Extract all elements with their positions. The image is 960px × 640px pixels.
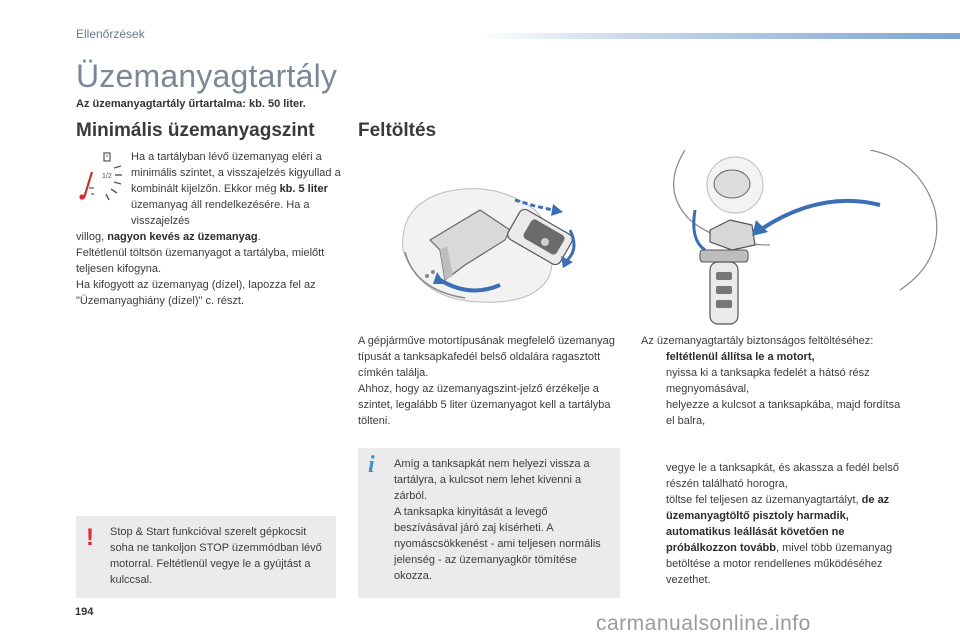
list-item: vegye le a tanksapkát, és akassza a fedél belső részén található horogra, [666,462,899,490]
fuel-flap-key-illustration [385,180,597,308]
minimum-level-text-1: Ha a tartályban lévő üzemanyag eléri a minimális szintet, a visszajelzés kigyullad a kombinált kijelzőn. Ekkor még kb. 5 liter üzemanyag áll rendelkezésére. Ha a visszajelzés [131,151,341,227]
list-item: nyissa ki a tanksapka fedelét a hátsó rész megnyomásával, [666,367,870,395]
list-item: feltétlenül állítsa le a motort, [666,351,815,363]
info-icon: i [368,452,375,478]
section-header: Ellenőrzések [76,27,145,41]
list-item: töltse fel teljesen az üzemanyagtartályt, de az üzemanyagtöltő pisztoly harmadik, automatikus leállását követően ne próbálkozzon tovább, mivel több üzemanyag betöltése a motor rendellenes működéséhez vezethet. [666,494,893,586]
watermark: carmanualsonline.info [596,612,811,635]
warning-text: Stop & Start funkcióval szerelt gépkocsit soha ne tankoljon STOP üzemmódban lévő motorral. Feltétlenül vegye le a gyújtást a kulccsal. [110,526,322,586]
refuel-steps [641,333,911,429]
exclamation-icon: ! [86,524,94,551]
refuel-mid-text: A gépjárműve motortípusának megfelelő üzemanyag típusát a tanksapkafedél belső oldalára ragasztott címkén találja. Ahhoz, hogy az üzemanyagszint-jelző érzékelje a szintet, legalább 5 liter üzemanyagot kell a tartályba tölteni. [358,335,615,427]
refuel-steps-continued [641,460,911,588]
minimum-level-heading: Minimális üzemanyagszint [76,120,315,141]
warning-box [76,516,336,598]
refuel-heading: Feltöltés [358,120,437,141]
steps-intro: Az üzemanyagtartály biztonságos feltöltéséhez: [641,335,874,347]
info-text: Amíg a tanksapkát nem helyezi vissza a tartályra, a kulcsot nem lehet kivenni a zárból. A tanksapka kinyitását a levegő beszívásával járó zaj kísérheti. A nyomáscsökkenést - ami teljesen normális jelenség - az üzemanyagkör tömítése okozza. [394,458,601,582]
capacity-note: Az üzemanyagtartály űrtartalma: kb. 50 liter. [76,98,306,110]
header-accent-bar [480,33,960,39]
gauge-half-label: 1/2 [102,173,112,180]
page-number: 194 [75,606,94,618]
fuel-gauge-icon [74,150,128,204]
page-title: Üzemanyagtartály [76,58,338,94]
info-box [358,448,620,598]
minimum-level-text-2: villog, nagyon kevés az üzemanyag. Feltétlenül töltsön üzemanyagot a tartályba, mielőtt teljesen kifogyna. Ha kifogyott az üzemanyag (dízel), lapozza fel az "Üzemanyaghiány (dízel)" c. részt. [76,231,325,307]
fuel-cap-removal-illustration [660,150,950,330]
list-item: helyezze a kulcsot a tanksapkába, majd fordítsa el balra, [666,399,901,427]
